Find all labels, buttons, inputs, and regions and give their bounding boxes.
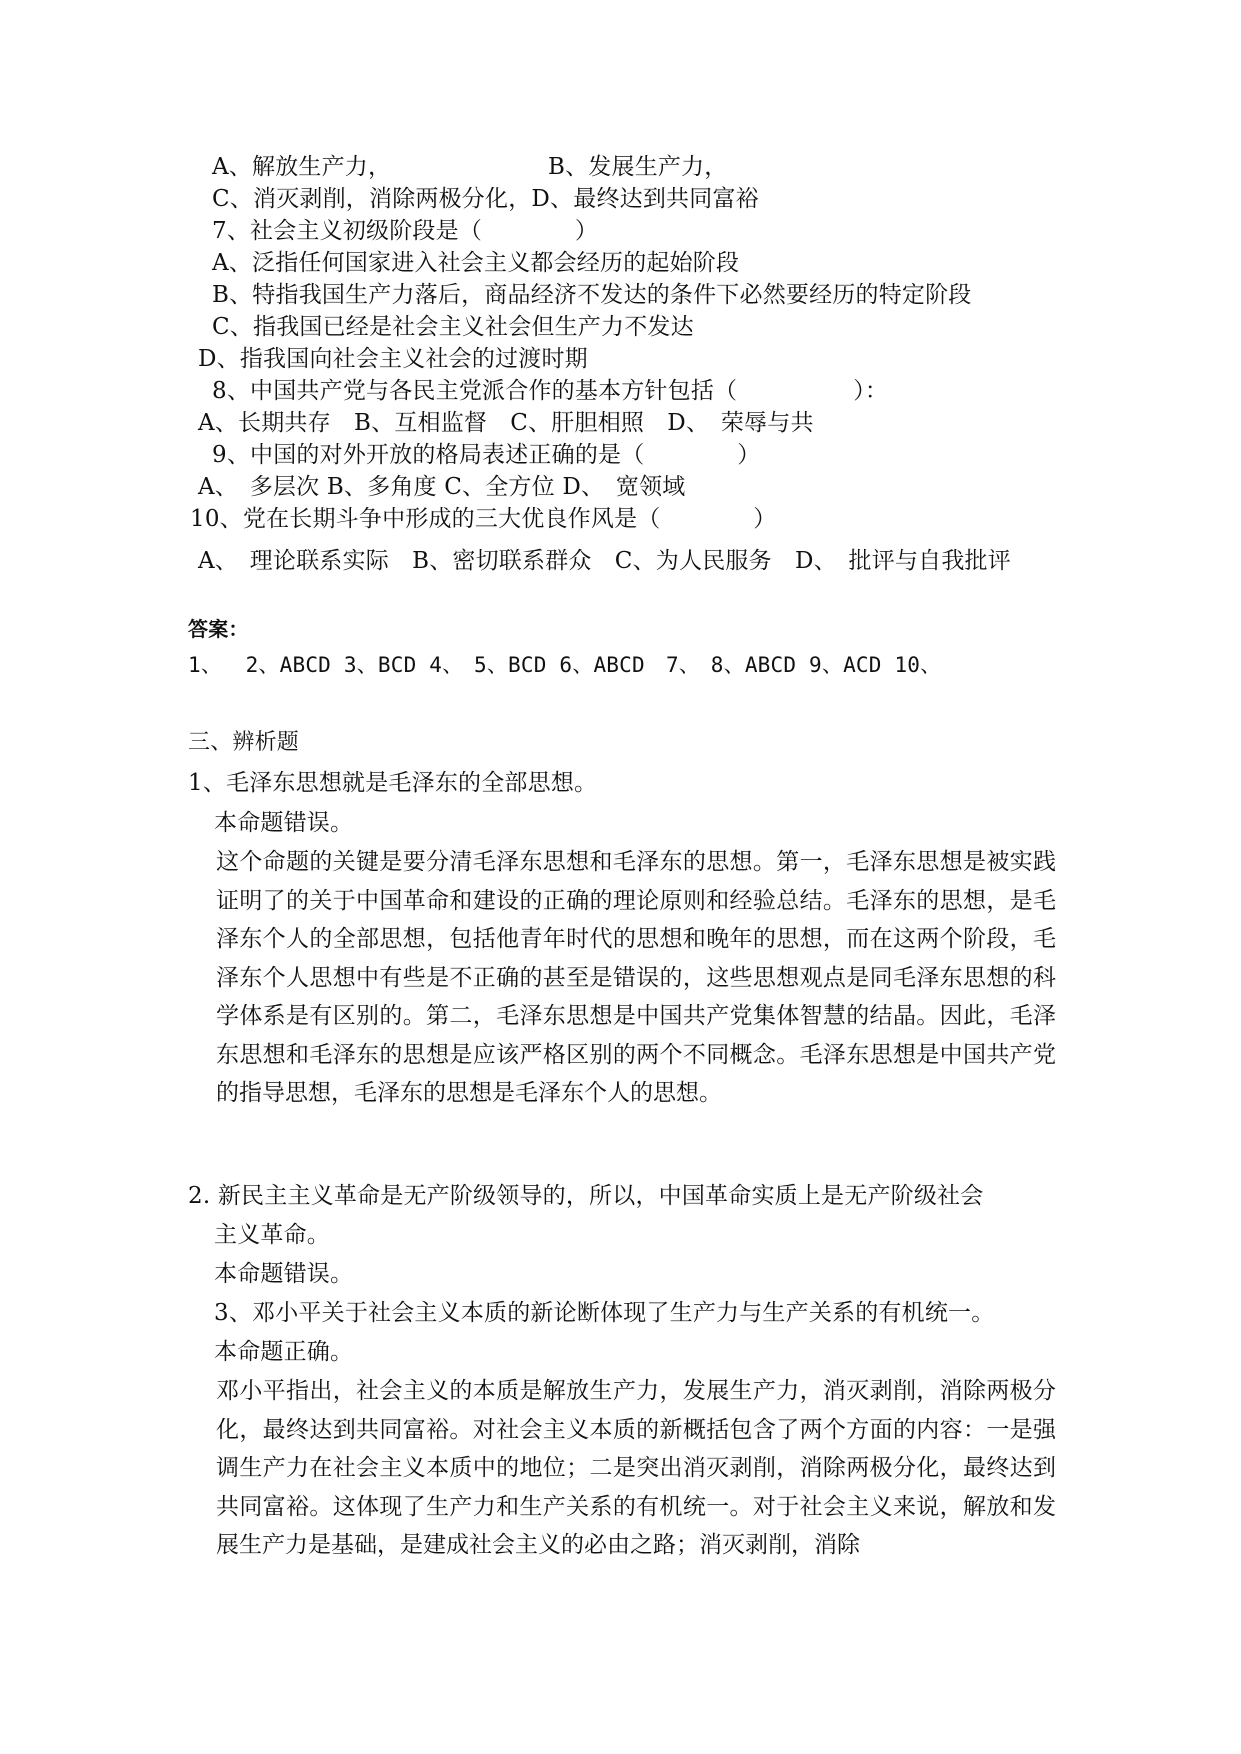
q6-option-b: B、发展生产力，	[548, 154, 728, 180]
item2-verdict: 本命题错误。	[214, 1261, 354, 1287]
item3-verdict: 本命题正确。	[214, 1339, 354, 1365]
q7-option-c: C、指我国已经是社会主义社会但生产力不发达	[212, 314, 694, 340]
q10-stem: 10、党在长期斗争中形成的三大优良作风是（ ）	[190, 506, 777, 532]
item3-body: 邓小平指出，社会主义的本质是解放生产力，发展生产力，消灭剥削，消除两极分化，最终达到共同富裕。对社会主义本质的新概括包含了两个方面的内容：一是强调生产力在社会主义本质中的地位；二是突出消灭剥削，消除两极分化，最终达到共同富裕。这体现了生产力和生产关系的有机统一。对于社会主义来说，解放和发展生产力是基础，是建成社会主义的必由之路；消灭剥削，消除	[216, 1378, 1056, 1558]
q8-stem: 8、中国共产党与各民主党派合作的基本方针包括（ ）：	[212, 378, 889, 404]
item1-verdict: 本命题错误。	[214, 810, 354, 836]
item1-body: 这个命题的关键是要分清毛泽东思想和毛泽东的思想。第一，毛泽东思想是被实践证明了的关于中国革命和建设的正确的理论原则和经验总结。毛泽东的思想，是毛泽东个人的全部思想，包括他青年时代的思想和晚年的思想，而在这两个阶段，毛泽东个人思想中有些是不正确的甚至是错误的，这些思想观点是同毛泽东思想的科学体系是有区别的。第二，毛泽东思想是中国共产党集体智慧的结晶。因此，毛泽东思想和毛泽东的思想是应该严格区别的两个不同概念。毛泽东思想是中国共产党的指导思想，毛泽东的思想是毛泽东个人的思想。	[216, 849, 1056, 1106]
item2-title-line2: 主义革命。	[214, 1222, 330, 1248]
answers-line: 1、 2、ABCD 3、BCD 4、 5、BCD 6、ABCD 7、 8、ABCD 9、ACD 10、	[188, 653, 942, 677]
q7-option-a: A、泛指任何国家进入社会主义都会经历的起始阶段	[212, 250, 740, 276]
q7-option-b: B、特指我国生产力落后，商品经济不发达的条件下必然要经历的特定阶段	[212, 282, 972, 308]
q7-option-d: D、指我国向社会主义社会的过渡时期	[198, 346, 588, 372]
q6-option-a: A、解放生产力，	[212, 154, 392, 180]
item1-title: 1、毛泽东思想就是毛泽东的全部思想。	[188, 770, 598, 796]
q9-stem: 9、中国的对外开放的格局表述正确的是（ ）	[212, 442, 761, 468]
q6-option-cd: C、消灭剥削，消除两极分化，D、最终达到共同富裕	[212, 186, 759, 212]
item3-title: 3、邓小平关于社会主义本质的新论断体现了生产力与生产关系的有机统一。	[214, 1300, 995, 1326]
item2-title-line1: 2. 新民主主义革命是无产阶级领导的，所以，中国革命实质上是无产阶级社会	[188, 1183, 984, 1209]
q7-stem: 7、社会主义初级阶段是（ ）	[212, 218, 599, 244]
answers-heading: 答案：	[188, 617, 249, 641]
q8-options: A、长期共存 B、互相监督 C、肝胆相照 D、 荣辱与共	[198, 410, 814, 436]
section-heading: 三、辨析题	[188, 730, 300, 755]
q9-options: A、 多层次 B、多角度 C、全方位 D、 宽领域	[198, 474, 686, 500]
q10-options: A、 理论联系实际 B、密切联系群众 C、为人民服务 D、 批评与自我批评	[198, 548, 1011, 574]
